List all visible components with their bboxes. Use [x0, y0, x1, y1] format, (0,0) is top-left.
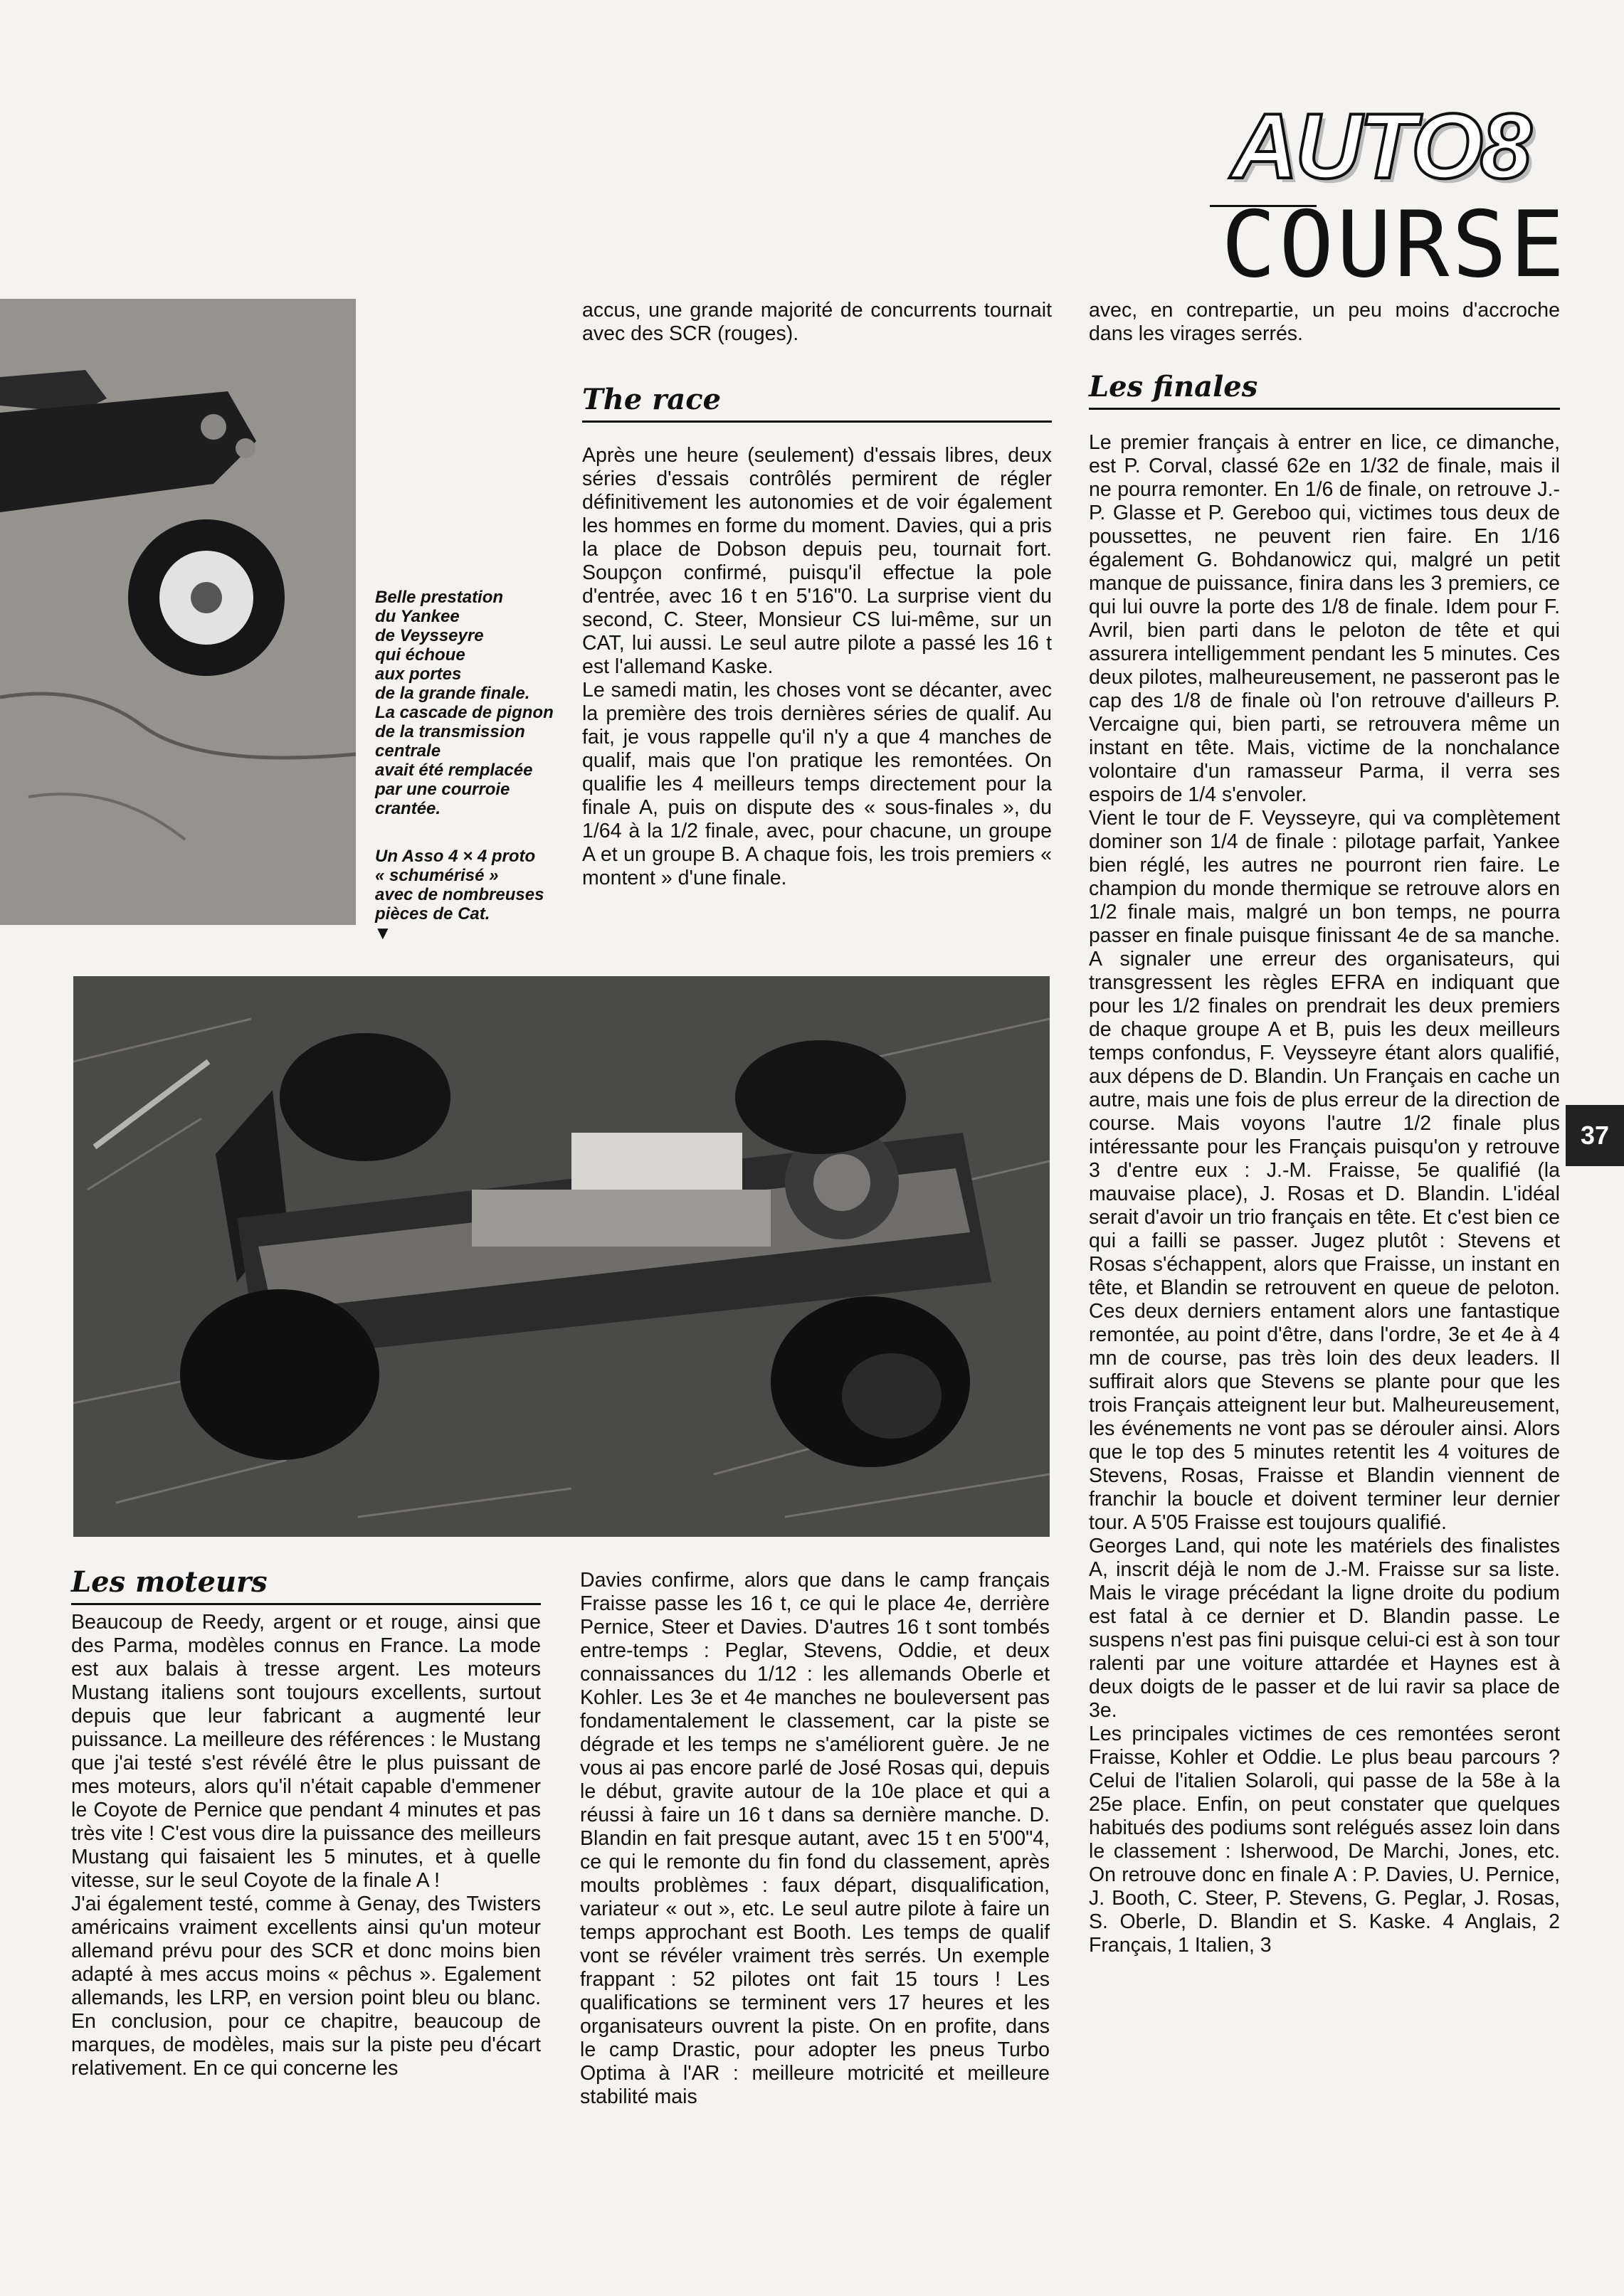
column-2-bottom — [580, 1569, 1050, 2109]
caption-line: Un Asso 4 × 4 proto — [375, 847, 536, 866]
caption-line: Belle prestation — [375, 588, 504, 607]
finales-paragraph: Vient le tour de F. Veysseyre, qui va complètement dominer son 1/4 de finale : pilotage parfait, Yankee bien réglé, les autres ne pourront rien faire. Le champion du monde thermique se retrouve alors en 1/2 finale mais, malgré un bon temps, ne pourra passer en finale puisque finissant 4e de sa manche. A signaler une erreur des organisateurs, qui transgressent les règles EFRA en indiquant que pour les 1/2 finales on prendrait les deux premiers de chaque groupe A et B, puis les deux meilleurs temps confondus, F. Veysseyre étant alors qualifié, aux dépens de D. Blandin. Un Français en cache un autre, mais une fois de plus erreur de la direction de course. Mais voyons l'autre 1/2 finale plus intéressante pour les Français puisqu'on y retrouve 3 d'entre eux : J.-M. Fraisse, 5e qualifié (la mauvaise place), J. Rosas et D. Blandin. L'idéal serait d'avoir un trio français en tête. Et c'est bien ce qui a failli se passer. Jugez plutôt : Stevens et Rosas s'échappent, alors que Fraisse, un instant en tête, et Blandin se retrouvent en queue de peloton. Ces deux derniers entament alors une fantastique remontée, au point d'être, dans l'ordre, 3e et 4e à 4 mn de course, pas très loin des deux leaders. Il suffirait alors que Stevens se plante pour que les trois Français atteignent leur but. Malheureusement, les événements ne vont pas se dérouler ainsi. Alors que le top des 5 minutes retentit les 4 voitures de Stevens, Rosas, Fraisse et Blandin viennent de franchir la boucle et doivent terminer leur dernier tour. A 5'05 Fraisse est toujours qualifié. — [1089, 807, 1560, 1534]
caption-line: avec de nombreuses — [375, 885, 544, 904]
col2-bottom-text: Davies confirme, alors que dans le camp français Fraisse passe les 16 t, ce qui le place 4e, derrière Pernice, Steer et Davies. D'autres 16 t sont tombés entre-temps : Peglar, Stevens, Oddie, et deux connaissances du 1/12 : les allemands Oberle et Kohler. Les 3e et 4e manches ne bouleversent pas fondamentalement le classement, car la piste se dégrade et les temps ne s'améliorent guère. Je ne vous ai pas encore parlé de José Rosas qui, depuis le début, gravite autour de la 10e place et qui a réussi à faire un 16 t dans sa dernière manche. D. Blandin en fait presque autant, avec 15 t en 5'00"4, ce qui le remonte du fin fond du classement, après moults problèmes : faux départ, disqualification, variateur « out », etc. Le seul autre pilote à faire un temps approchant est Booth. Les temps de qualif vont se révéler vraiment très serrés. Un exemple frappant : 52 pilotes ont fait 15 tours ! Les qualifications se terminent vers 17 heures et les organisateurs ouvrent la piste. On en profite, dans le camp Drastic, pour adopter les pneus Turbo Optima à l'AR : meilleure motricité et meilleure stabilité mais — [580, 1569, 1050, 2108]
caption-line: pièces de Cat. — [375, 904, 490, 924]
column-1-bottom — [71, 1565, 541, 2080]
finales-text — [1089, 431, 1560, 1957]
finales-paragraph: Georges Land, qui note les matériels des finalistes A, inscrit déjà le nom de J.-M. Fraisse sur sa liste. Mais le virage précédant la ligne droite du podium est fatal à ce dernier et D. Blandin passe. Le suspens n'est pas fini puisque celui-ci est à son tour ralenti par une voiture attardée et Haynes est à deux doigts de le passer et de lui ravir sa place de 3e. — [1089, 1535, 1560, 1722]
caption-line: par une courroie — [375, 780, 510, 799]
caption-line: qui échoue — [375, 645, 465, 665]
caption-line: avait été remplacée — [375, 761, 533, 780]
photo-yankee-image — [0, 299, 356, 925]
moteurs-text — [71, 1611, 541, 2080]
race-paragraph: Le samedi matin, les choses vont se décanter, avec la première des trois dernières séries de qualif. Au fait, je vous rappelle qu'il n'y a que 4 manches de qualif, mais que l'on pratique les remontées. On qualifie les 4 meilleurs temps directement pour la finale A, puis on dispute des « sous-finales », du 1/64 à la 1/2 finale, avec, pour chacune, un groupe A et un groupe B. A chaque fois, les trois premiers « montent » d'une finale. — [582, 679, 1052, 889]
heading-les-finales: Les finales — [1089, 370, 1560, 410]
col3-continued-text: avec, en contrepartie, un peu moins d'accroche dans les virages serrés. — [1089, 299, 1560, 345]
page-number-tab — [1566, 1105, 1624, 1166]
masthead — [1210, 85, 1580, 298]
heading-les-moteurs: Les moteurs — [71, 1565, 541, 1605]
heading-the-race: The race — [582, 383, 1052, 423]
col2-continued-text: accus, une grande majorité de concurrents tournait avec des SCR (rouges). — [582, 299, 1052, 345]
column-3 — [1089, 299, 1560, 1957]
column-2-top — [582, 299, 1052, 890]
masthead-section: COURSE — [1221, 192, 1568, 298]
finales-paragraph: Le premier français à entrer en lice, ce dimanche, est P. Corval, classé 62e en 1/32 de finale, mais il ne pourra remonter. En 1/6 de finale, on retrouve J.-P. Glasse et P. Gereboo qui, victimes tous deux de poussettes, ne peuvent rien faire. En 1/16 également G. Bohdanowicz qui, malgré un petit manque de puissance, finira dans les 3 premiers, ce qui lui ouvre la porte des 1/8 de finale. Idem pour F. Avril, bien parti dans le peloton de tête et qui assurera intelligemment pendant les 5 minutes. Ces deux pilotes, malheureusement, ne passeront pas le cap des 1/8 de finale où l'on retrouve d'ailleurs P. Vercaigne qui, bien parti, se retrouvera même un instant en tête. Mais, victime de la nonchalance volontaire d'un ramasseur Parma, il verra ses espoirs de 1/4 s'envoler. — [1089, 431, 1560, 806]
caption-line: « schumérisé » — [375, 866, 499, 885]
finales-paragraph: Les principales victimes de ces remontées seront Fraisse, Kohler et Oddie. Le plus beau parcours ? Celui de l'italien Solaroli, qui passe de la 58e à la 25e place. Enfin, on peut constater que quelques habitués des podiums sont relégués assez loin dans le classement : Isherwood, De Marchi, Jones, etc. On retrouve donc en finale A : P. Davies, U. Pernice, J. Booth, C. Steer, P. Stevens, G. Peglar, J. Rosas, S. Oberle, D. Blandin et S. Kaske. 4 Anglais, 2 Français, 1 Italien, 3 — [1089, 1723, 1560, 1957]
moteurs-paragraph: Beaucoup de Reedy, argent or et rouge, ainsi que des Parma, modèles connus en France. La mode est aux balais à tresse argent. Les moteurs Mustang italiens sont toujours excellents, surtout depuis que leur fabricant a augmenté leur puissance. La meilleure des références : le Mustang que j'ai testé s'est révélé être le plus puissant de mes moteurs, alors qu'il n'était capable d'emmener le Coyote de Pernice que pendant 4 minutes et pas très vite ! C'est vous dire la puissance des meilleurs Mustang qui faisaient les 5 minutes, et à quelle vitesse, sur le seul Coyote de la finale A ! — [71, 1611, 541, 1892]
photo-asso-image — [73, 976, 1050, 1537]
caption-line: du Yankee — [375, 607, 460, 626]
caption-yankee — [375, 588, 567, 818]
race-text — [582, 444, 1052, 890]
photo-asso — [73, 976, 1050, 1537]
moteurs-paragraph: J'ai également testé, comme à Genay, des Twisters américains vraiment excellents ainsi qu'un moteur allemand prévu pour des SCR et donc moins bien adapté à mes accus moins « pêchus ». Egalement allemands, les LRP, en version point bleu ou blanc. En conclusion, pour ce chapitre, beaucoup de marques, de modèles, mais sur la piste peu d'écart relativement. En ce qui concerne les — [71, 1893, 541, 2080]
race-paragraph: Après une heure (seulement) d'essais libres, deux séries d'essais contrôlés permirent de régler définitivement les autonomies et de voir également les hommes en forme du moment. Davies, qui a pris la place de Dobson depuis peu, tournait fort. Soupçon confirmé, puisqu'il effectue la pole d'entrée, avec 16 t en 5'16"0. La surprise vient du second, C. Steer, Monsieur CS lui-même, sur un CAT, lui aussi. Le seul autre pilote a passé les 16 t est l'allemand Kaske. — [582, 444, 1052, 678]
caption-line: de la transmission — [375, 722, 525, 741]
caption-pointer-icon: ▼ — [374, 922, 392, 943]
masthead-brand-logo: AUTO8 — [1231, 94, 1529, 198]
caption-line: aux portes — [375, 665, 462, 684]
caption-line: La cascade de pignon — [375, 703, 554, 722]
caption-asso — [375, 847, 567, 943]
page-number: 37 — [1580, 1121, 1610, 1150]
caption-line: centrale — [375, 741, 441, 761]
photo-yankee — [0, 299, 356, 925]
caption-line: de la grande finale. — [375, 684, 530, 703]
caption-line: crantée. — [375, 799, 441, 818]
caption-line: de Veysseyre — [375, 626, 484, 645]
